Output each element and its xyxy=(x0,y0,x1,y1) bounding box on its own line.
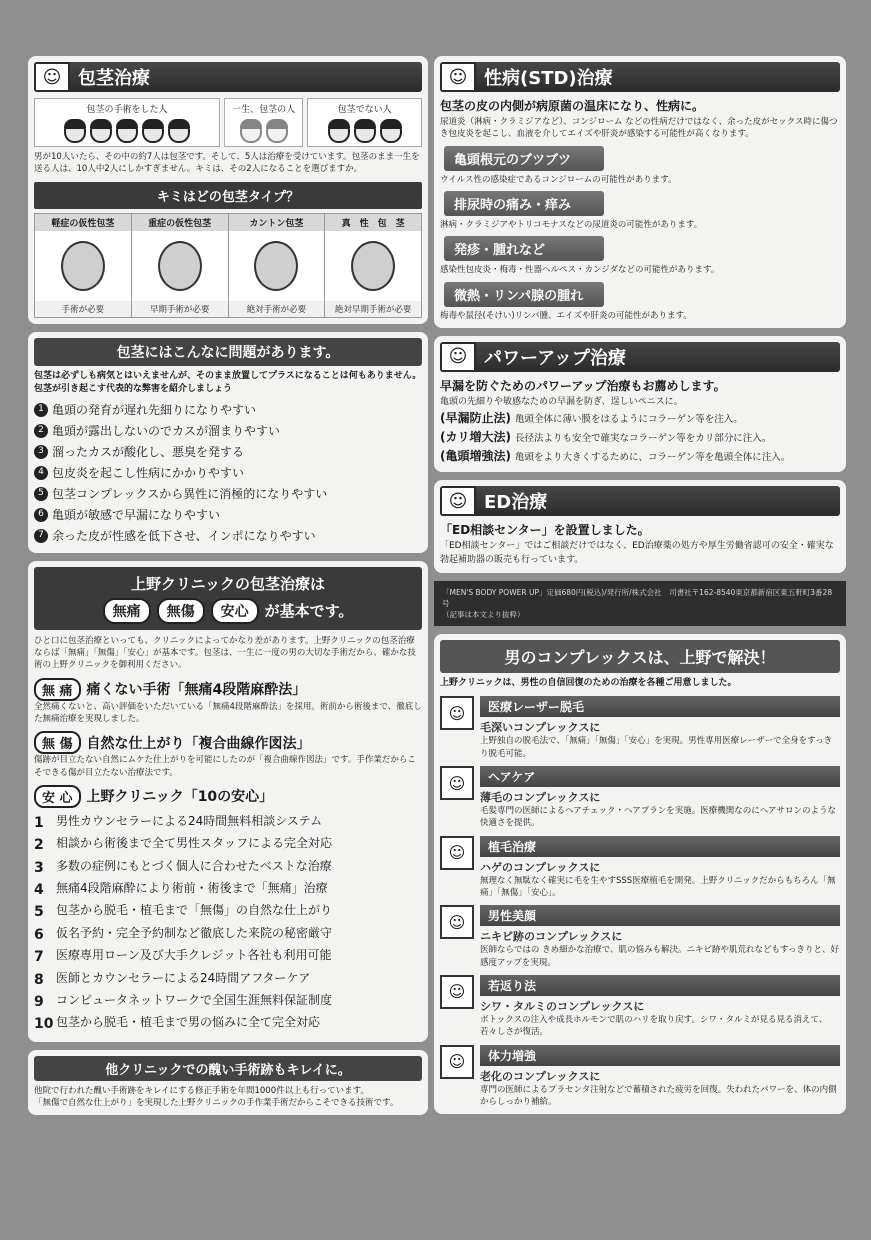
men-title: 男のコンプレックスは、上野で解決！ xyxy=(440,640,840,673)
std-item-head: 亀頭根元のブツブツ xyxy=(444,146,604,171)
other-body2: 「無傷で自然な仕上がり」を実現した上野クリニックの手作業手術だからこそできる技術です。 xyxy=(34,1098,399,1109)
power-title: パワーアップ治療 xyxy=(484,347,626,369)
stat-group-lifelong xyxy=(224,98,303,147)
ueno-title-suffix: が基本です。 xyxy=(264,602,354,621)
type-note: 絶対早期手術が必要 xyxy=(325,301,421,317)
men-intro: 上野クリニックは、男性の自信回復のための治療を各種ご用意しました。 xyxy=(440,678,737,689)
type-name: 真 性 包 茎 xyxy=(325,214,421,231)
feature-muutsu xyxy=(34,678,422,701)
phimosis-panel xyxy=(28,56,428,324)
face-icon: ☺ xyxy=(440,62,476,92)
stat-group-none xyxy=(307,98,422,147)
std-item-head: 発疹・腫れなど xyxy=(444,236,604,261)
men-item xyxy=(440,696,840,760)
type-illustration xyxy=(229,231,325,301)
faces xyxy=(38,119,216,143)
men-item-sub: ハゲのコンプレックスに xyxy=(480,860,601,874)
phimosis-header xyxy=(34,62,422,92)
men-item-bar: 体力増強 xyxy=(480,1045,840,1066)
face-icon xyxy=(380,119,402,143)
list-item: 5 包茎から脱毛・植毛まで「無傷」の自然な仕上がり xyxy=(34,903,333,921)
face-icon: ☺ xyxy=(440,836,474,870)
type-note: 絶対手術が必要 xyxy=(229,301,325,317)
face-icon xyxy=(142,119,164,143)
pill-muutsu: 無痛 xyxy=(103,598,151,624)
colophon-line2: （記事は本文より抜粋） xyxy=(442,610,525,620)
men-item-bar: ヘアケア xyxy=(480,766,840,787)
face-icon: ☺ xyxy=(34,62,70,92)
power-item: (カリ増大法) 長径法よりも安全で確実なコラーゲン等をカリ部分に注入。 xyxy=(440,430,772,445)
power-header xyxy=(440,342,840,372)
men-item-body: ボトックスの注入や成長ホルモンで肌のハリを取り戻す。シワ・タルミが見る見る消えて、若々しさが復活。 xyxy=(480,1014,828,1038)
face-icon xyxy=(116,119,138,143)
ueno-title-line2 xyxy=(38,598,418,624)
ueno-title xyxy=(34,567,422,630)
ueno-intro: ひと口に包茎治療といっても、クリニックによってかなり差があります。上野クリニックの包茎治療ならば「無痛」「無傷」「安心」が基本です。包茎は、一生に一度の男の大切な手術だから、確かな技術の上野クリニックを御利用ください。 xyxy=(34,635,416,671)
list-item: 2 亀頭が露出しないのでカスが溜まりやすい xyxy=(34,421,422,442)
std-item-body: 梅毒や鼠径(そけい)リンパ腫、エイズや肝炎の可能性があります。 xyxy=(440,310,692,321)
type-cell xyxy=(229,214,326,317)
feature-mukizu xyxy=(34,731,422,754)
face-icon xyxy=(266,119,288,143)
std-item-body: 感染性包皮炎・梅毒・性器ヘルペス・カンジダなどの可能性があります。 xyxy=(440,265,720,276)
power-intro: 亀頭の先細りや敏感なための早漏を防ぎ、逞しいペニスに。 xyxy=(440,396,683,407)
men-item-bar: 植毛治療 xyxy=(480,836,840,857)
stat-group-surgery xyxy=(34,98,220,147)
men-panel xyxy=(434,634,846,1114)
ed-panel xyxy=(434,480,846,572)
men-item xyxy=(440,836,840,900)
std-title: 性病(STD)治療 xyxy=(484,68,613,89)
face-icon xyxy=(168,119,190,143)
men-item-sub: 毛深いコンプレックスに xyxy=(480,721,601,735)
std-item-body: 淋病・クラミジアやトリコモナスなどの尿道炎の可能性があります。 xyxy=(440,219,703,230)
feature-badge: 無 傷 xyxy=(34,731,81,754)
men-item-body: 無理なく無駄なく確実に毛を生やすSSS医療植毛を開発。上野クリニックだからもちろん「無痛」「無傷」「安心」。 xyxy=(480,875,836,898)
ueno-panel xyxy=(28,561,428,1042)
stat-label: 包茎でない人 xyxy=(337,105,392,115)
type-illustration xyxy=(325,231,421,301)
phimosis-stats-text: 男が10人いたら、その中の約7人は包茎です。そして、5人は治療を受けています。包茎のまま一生を送る人は、10人中2人にしかすぎません。キミは、その2人になることを選びますか。 xyxy=(34,152,420,175)
type-cell xyxy=(325,214,421,317)
stat-label: 包茎の手術をした人 xyxy=(86,105,168,115)
list-item: 7 余った皮が性感を低下させ、インポになりやすい xyxy=(34,526,422,547)
std-header xyxy=(440,62,840,92)
type-cell xyxy=(132,214,229,317)
ed-body: 「ED相談センター」ではご相談だけではなく、ED治療薬の処方や厚生労働省認可の安全・確実な勃起補助器の販売も行っています。 xyxy=(440,541,834,565)
feature-anshin xyxy=(34,785,422,808)
list-item: 4 無痛4段階麻酔により術前・術後まで「無痛」治療 xyxy=(34,881,328,899)
face-icon: ☺ xyxy=(440,766,474,800)
list-item: 8 医師とカウンセラーによる24時間アフターケア xyxy=(34,970,311,988)
problems-list xyxy=(34,400,422,547)
feature-body: 全然痛くないと、高い評価をいただいている「無痛4段階麻酔法」を採用。術前から術後まで、徹底した無痛治療を実現しました。 xyxy=(34,701,422,724)
list-item: 6 仮名予約・完全予約制など徹底した来院の秘密厳守 xyxy=(34,925,333,943)
std-panel xyxy=(434,56,846,328)
feature-head: 上野クリニック「10の安心」 xyxy=(86,789,274,806)
list-item: 1 男性カウンセラーによる24時間無料相談システム xyxy=(34,813,323,831)
stat-label: 一生、包茎の人 xyxy=(232,105,296,115)
list-item: 2 相談から術後まで全て男性スタッフによる完全対応 xyxy=(34,836,333,854)
colophon xyxy=(434,581,846,627)
men-item-body: 専門の医師によるプラセンタ注射などで蓄積された疲労を回復。失われたパワーを、体の内側からしっかり補給。 xyxy=(480,1084,837,1107)
feature-badge: 安 心 xyxy=(34,785,81,808)
men-item-sub: ニキビ跡のコンプレックスに xyxy=(480,930,623,944)
list-item: 10 包茎から脱毛・植毛まで男の悩みに全て完全対応 xyxy=(34,1015,321,1033)
std-item-head: 排尿時の痛み・痒み xyxy=(444,191,604,216)
phimosis-title: 包茎治療 xyxy=(78,68,150,89)
face-icon xyxy=(64,119,86,143)
men-item-sub: シワ・タルミのコンプレックスに xyxy=(480,999,645,1013)
type-illustration xyxy=(35,231,131,301)
face-icon: ☺ xyxy=(440,342,476,372)
ueno-title-line1: 上野クリニックの包茎治療は xyxy=(130,574,326,593)
std-item-head: 微熱・リンパ腺の腫れ xyxy=(444,282,604,307)
ed-lead: 「ED相談センター」を設置しました。 xyxy=(440,523,650,538)
other-title: 他クリニックでの醜い手術跡もキレイに。 xyxy=(34,1056,422,1081)
type-name: 軽症の仮性包茎 xyxy=(35,214,131,231)
problems-intro: 包茎は必ずしも病気とはいえませんが、そのまま放置してプラスになることは何もありません。包茎が引き起こす代表的な弊害を紹介しましょう xyxy=(34,370,422,394)
type-cell xyxy=(35,214,132,317)
power-panel xyxy=(434,336,846,473)
right-column xyxy=(434,56,846,1122)
feature-head: 自然な仕上がり「複合曲線作図法」 xyxy=(86,735,311,752)
men-item-body: 毛髪専門の医師によるヘアチェック・ヘアプランを実施。医療機関なのにヘアサロンのような快適さを提供。 xyxy=(480,806,836,829)
ed-header xyxy=(440,486,840,516)
left-column xyxy=(28,56,428,1123)
list-item: 4 包皮炎を起こし性病にかかりやすい xyxy=(34,463,422,484)
type-note: 早期手術が必要 xyxy=(132,301,228,317)
face-icon: ☺ xyxy=(440,696,474,730)
other-clinic-panel xyxy=(28,1050,428,1116)
power-item: (早漏防止法) 亀頭全体に薄い膜をはるようにコラーゲン等を注入。 xyxy=(440,410,743,425)
men-item xyxy=(440,1045,840,1109)
face-icon: ☺ xyxy=(440,486,476,516)
type-note: 手術が必要 xyxy=(35,301,131,317)
faces xyxy=(311,119,418,143)
list-item: 5 包茎コンプレックスから異性に消極的になりやすい xyxy=(34,484,422,505)
std-item-body: ウイルス性の感染症であるコンジロームの可能性があります。 xyxy=(440,174,677,185)
list-item: 3 溜ったカスが酸化し、悪臭を発する xyxy=(34,442,422,463)
face-icon: ☺ xyxy=(440,975,474,1009)
men-item xyxy=(440,975,840,1039)
list-item: 1 亀頭の発育が遅れ先細りになりやすい xyxy=(34,400,422,421)
other-body1: 他院で行われた醜い手術跡をキレイにする修正手術を年間1000件以上も行っています。 xyxy=(34,1085,369,1096)
type-name: 重症の仮性包茎 xyxy=(132,214,228,231)
face-icon xyxy=(354,119,376,143)
pill-mukizu: 無傷 xyxy=(157,598,205,624)
type-name: カントン包茎 xyxy=(229,214,325,231)
phimosis-stats xyxy=(34,98,422,147)
page xyxy=(16,56,856,1226)
men-item-bar: 若返り法 xyxy=(480,975,840,996)
list-item: 9 コンピュータネットワークで全国生涯無料保証制度 xyxy=(34,993,333,1011)
men-item xyxy=(440,905,840,969)
feature-badge: 無 痛 xyxy=(34,678,81,701)
feature-head: 痛くない手術「無痛4段階麻酔法」 xyxy=(86,682,307,699)
list-item: 3 多数の症例にもとづく個人に合わせたベストな治療 xyxy=(34,858,332,876)
list-item: 6 亀頭が敏感で早漏になりやすい xyxy=(34,505,422,526)
type-illustration xyxy=(132,231,228,301)
list-item: 7 医療専用ローン及び大手クレジット各社も利用可能 xyxy=(34,948,332,966)
face-icon: ☺ xyxy=(440,905,474,939)
problems-panel xyxy=(28,332,428,553)
problems-title: 包茎にはこんなに問題があります。 xyxy=(34,338,422,366)
men-item-bar: 医療レーザー脱毛 xyxy=(480,696,840,717)
ed-title: ED治療 xyxy=(484,492,548,514)
std-intro: 尿道炎（淋病・クラミジアなど）、コンジローム などの性病だけではなく、余った皮がセックス時に傷つき包皮炎を起こし、血液を介してエイズや肝炎が感染する可能性が高くなります。 xyxy=(440,117,838,140)
face-icon xyxy=(90,119,112,143)
men-item xyxy=(440,766,840,830)
power-lead: 早漏を防ぐためのパワーアップ治療もお薦めします。 xyxy=(440,378,726,393)
faces xyxy=(228,119,299,143)
std-lead: 包茎の皮の内側が病原菌の温床になり、性病に。 xyxy=(440,99,705,113)
face-icon: ☺ xyxy=(440,1045,474,1079)
face-icon xyxy=(328,119,350,143)
power-item: (亀頭増強法) 亀頭をより大きくするために、コラーゲン等を亀頭全体に注入。 xyxy=(440,449,791,464)
face-icon xyxy=(240,119,262,143)
men-item-sub: 薄毛のコンプレックスに xyxy=(480,791,601,804)
men-item-sub: 老化のコンプレックスに xyxy=(480,1069,601,1083)
men-item-body: 医師ならではの きめ細かな治療で、肌の悩みも解決。ニキビ跡や肌荒れなどもすっきりと、好感度アップを実現。 xyxy=(480,945,839,968)
feature-body: 傷跡が目立たない自然にムケた仕上がりを可能にしたのが「複合曲線作図法」です。手作業だからこそできる傷が目立たない治療法です。 xyxy=(34,755,416,778)
colophon-line1: 「MEN'S BODY POWER UP」定価680円(税込)/発行所/株式会社 司書社〒162-8540東京都新宿区東五軒町3番28号 xyxy=(442,587,833,608)
type-table xyxy=(34,213,422,318)
pill-anshin: 安心 xyxy=(211,598,259,624)
ten-reliefs-list xyxy=(34,812,422,1036)
men-item-bar: 男性美顔 xyxy=(480,905,840,926)
men-item-body: 上野独自の脱毛法で、「無痛」「無傷」「安心」を実現。男性専用医療レーザーで全身をすっきり脱毛可能。 xyxy=(480,736,833,759)
type-question: キミはどの包茎タイプ？ xyxy=(34,182,422,209)
